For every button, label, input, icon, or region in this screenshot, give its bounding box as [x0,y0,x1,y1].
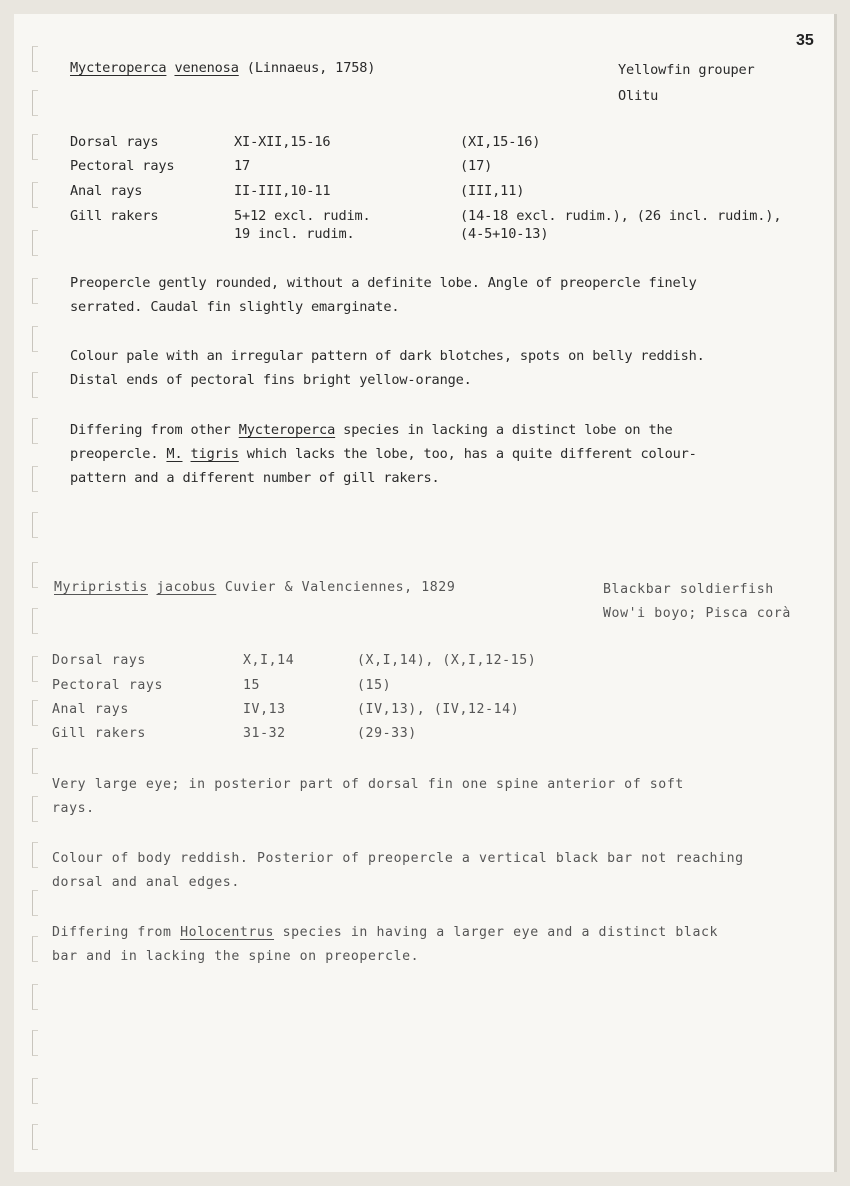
meristic-value: 17 [234,158,251,174]
comparison-line: pattern and a different number of gill rakers. [70,470,440,486]
colour-line: dorsal and anal edges. [52,875,240,890]
meristic-label: Pectoral rays [70,158,175,174]
colour-line: Colour of body reddish. Posterior of preopercle a vertical black bar not reaching [52,851,744,866]
binder-hole [32,466,38,492]
binder-hole [32,700,38,726]
description-line: serrated. Caudal fin slightly emarginate. [70,299,400,315]
meristic-label: Anal rays [52,702,129,717]
meristic-reference: (14-18 excl. rudim.), (26 incl. rudim.), [460,208,782,224]
binder-hole [32,134,38,160]
page-number: 35 [796,32,814,49]
meristic-reference: (X,I,14), (X,I,12-15) [357,653,537,668]
meristic-value: 15 [243,678,261,693]
species-name: venenosa [174,60,239,76]
description-line: Very large eye; in posterior part of dorsal fin one spine anterior of soft [52,777,684,792]
species-name: jacobus [156,580,217,595]
local-name: Wow'i boyo; Pisca corà [603,606,791,621]
binder-hole [32,278,38,304]
species-title [70,56,375,80]
description-line: Preopercle gently rounded, without a definite lobe. Angle of preopercle finely [70,275,697,291]
binder-hole [32,608,38,634]
genus-abbrev: M. [166,446,183,462]
binder-hole [32,1030,38,1056]
genus-name: Myripristis [54,580,148,595]
species-authority: (Linnaeus, 1758) [246,60,376,76]
binder-hole [32,748,38,774]
description-line: rays. [52,801,95,816]
binder-hole [32,372,38,398]
meristic-reference: (XI,15-16) [460,134,541,150]
meristic-reference: (IV,13), (IV,12-14) [357,702,520,717]
meristic-label: Dorsal rays [70,134,159,150]
binder-hole [32,182,38,208]
meristic-reference: (29-33) [357,726,417,741]
comparison-text: which lacks the lobe, too, has a quite different colour- [238,446,697,462]
binder-hole [32,418,38,444]
meristic-reference: (4-5+10-13) [460,226,549,242]
genus-reference: Holocentrus [180,925,275,940]
colour-line: Colour pale with an irregular pattern of dark blotches, spots on belly reddish. [70,348,705,364]
colour-line: Distal ends of pectoral fins bright yellow-orange. [70,372,472,388]
comparison-line: bar and in lacking the spine on preopercle. [52,949,420,964]
meristic-label: Gill rakers [70,208,159,224]
binder-hole [32,326,38,352]
binder-hole [32,890,38,916]
binder-hole [32,90,38,116]
meristic-label: Pectoral rays [52,678,164,693]
comparison-text: species in lacking a distinct lobe on the [335,422,673,438]
genus-name: Mycteroperca [70,60,167,76]
meristic-value: 5+12 excl. rudim. [234,208,371,224]
comparison-text: Differing from other [70,422,239,438]
local-name: Olitu [618,88,659,104]
meristic-reference: (III,11) [460,183,525,199]
meristic-label: Dorsal rays [52,653,146,668]
binder-hole [32,562,38,588]
binder-hole [32,1078,38,1104]
meristic-label: Anal rays [70,183,143,199]
binder-hole [32,796,38,822]
comparison-line [70,442,697,466]
meristic-value: 19 incl. rudim. [234,226,355,242]
meristic-value: IV,13 [243,702,286,717]
comparison-text: Differing from [52,925,181,940]
binder-hole [32,842,38,868]
binder-hole [32,46,38,72]
binder-hole [32,936,38,962]
species-authority: Cuvier & Valenciennes, 1829 [224,580,456,595]
meristic-value: II-III,10-11 [234,183,331,199]
comparison-text: preopercle. [70,446,167,462]
species-reference: tigris [190,446,239,462]
comparison-text: species in having a larger eye and a distinct black [274,925,719,940]
common-name: Yellowfin grouper [618,62,755,78]
binder-hole [32,1124,38,1150]
meristic-label: Gill rakers [52,726,146,741]
page-edge [834,14,837,1172]
common-name: Blackbar soldierfish [603,582,774,597]
binder-hole [32,656,38,682]
binder-hole [32,230,38,256]
comparison-line [70,418,673,442]
binder-hole [32,512,38,538]
meristic-value: XI-XII,15-16 [234,134,331,150]
genus-reference: Mycteroperca [238,422,336,438]
meristic-reference: (15) [357,678,392,693]
binder-hole [32,984,38,1010]
meristic-reference: (17) [460,158,493,174]
meristic-value: 31-32 [243,726,286,741]
meristic-value: X,I,14 [243,653,295,668]
species-title [54,576,455,600]
comparison-line [52,921,718,945]
